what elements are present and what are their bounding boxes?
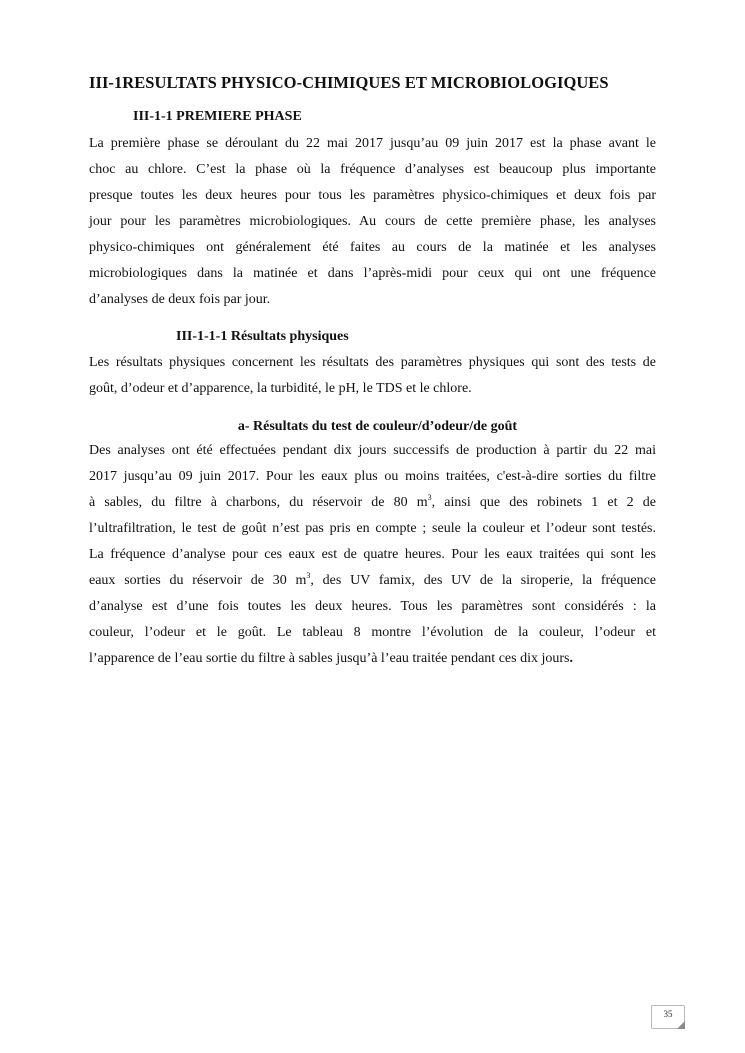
line-text: eaux sorties du réservoir de 30 m xyxy=(89,573,307,588)
page-number: 35 xyxy=(663,1009,673,1019)
paragraph-line: d’analyses de deux fois par jour. xyxy=(89,292,271,307)
line-text: , ainsi que des robinets 1 et 2 de xyxy=(431,495,656,510)
paragraph-line: 2017 jusqu’au 09 juin 2017. Pour les eaux plus ou moins traitées, c'est-à-dire sorties du filtre xyxy=(89,469,656,484)
paragraph-line: Des analyses ont été effectuées pendant dix jours successifs de production à partir du 22 mai xyxy=(89,443,656,458)
paragraph-line: physico-chimiques ont généralement été faites au cours de la matinée et les analyses xyxy=(89,240,656,255)
page-number-box xyxy=(651,1005,685,1029)
phase-paragraph xyxy=(89,131,656,313)
paragraph-line xyxy=(89,568,656,594)
line-text: , des UV famix, des UV de la siroperie, la fréquence xyxy=(310,573,656,588)
paragraph-line: jour pour les paramètres microbiologiques. Au cours de cette première phase, les analyses xyxy=(89,214,656,229)
paragraph-line: couleur, l’odeur et le goût. Le tableau 8 montre l’évolution de la couleur, l’odeur et xyxy=(89,625,656,640)
paragraph-line: La fréquence d’analyse pour ces eaux est de quatre heures. Pour les eaux traitées qui sont les xyxy=(89,547,656,562)
phase-heading: III-1-1 PREMIERE PHASE xyxy=(133,109,302,124)
physical-results-heading: III-1-1-1 Résultats physiques xyxy=(176,329,349,344)
paragraph-line xyxy=(89,646,656,672)
test-results-heading-text: a- Résultats du test de couleur/d’odeur/de goût xyxy=(237,419,518,434)
test-results-paragraph xyxy=(89,438,656,672)
paragraph-line: microbiologiques dans la matinée et dans l’après-midi pour ceux qui ont une fréquence xyxy=(89,266,656,281)
paragraph-line: d’analyse est d’une fois toutes les deux heures. Tous les paramètres sont considérés : la xyxy=(89,599,656,614)
line-text: l’apparence de l’eau sortie du filtre à sables jusqu’à l’eau traitée pendant ces dix jours xyxy=(89,651,570,666)
paragraph-line: choc au chlore. C’est la phase où la fréquence d’analyses est beaucoup plus importante xyxy=(89,162,656,177)
line-end-period: . xyxy=(569,651,573,666)
superscript: 3 xyxy=(427,493,432,502)
line-text: à sables, du filtre à charbons, du réservoir de 80 m xyxy=(89,495,428,510)
physical-results-paragraph xyxy=(89,350,656,402)
paragraph-line: presque toutes les deux heures pour tous les paramètres physico-chimiques et deux fois par xyxy=(89,188,656,203)
paragraph-line xyxy=(89,490,656,516)
test-results-heading xyxy=(0,419,745,435)
main-section-heading: III-1RESULTATS PHYSICO-CHIMIQUES ET MICROBIOLOGIQUES xyxy=(89,73,609,92)
paragraph-line: goût, d’odeur et d’apparence, la turbidité, le pH, le TDS et le chlore. xyxy=(89,381,472,396)
paragraph-line: La première phase se déroulant du 22 mai 2017 jusqu’au 09 juin 2017 est la phase avant le xyxy=(89,136,656,151)
page-curl-icon xyxy=(677,1021,685,1029)
superscript: 3 xyxy=(306,571,311,580)
paragraph-line: Les résultats physiques concernent les résultats des paramètres physiques qui sont des tests de xyxy=(89,355,656,370)
paragraph-line: l’ultrafiltration, le test de goût n’est pas pris en compte ; seule la couleur et l’odeur sont testés. xyxy=(89,521,656,536)
